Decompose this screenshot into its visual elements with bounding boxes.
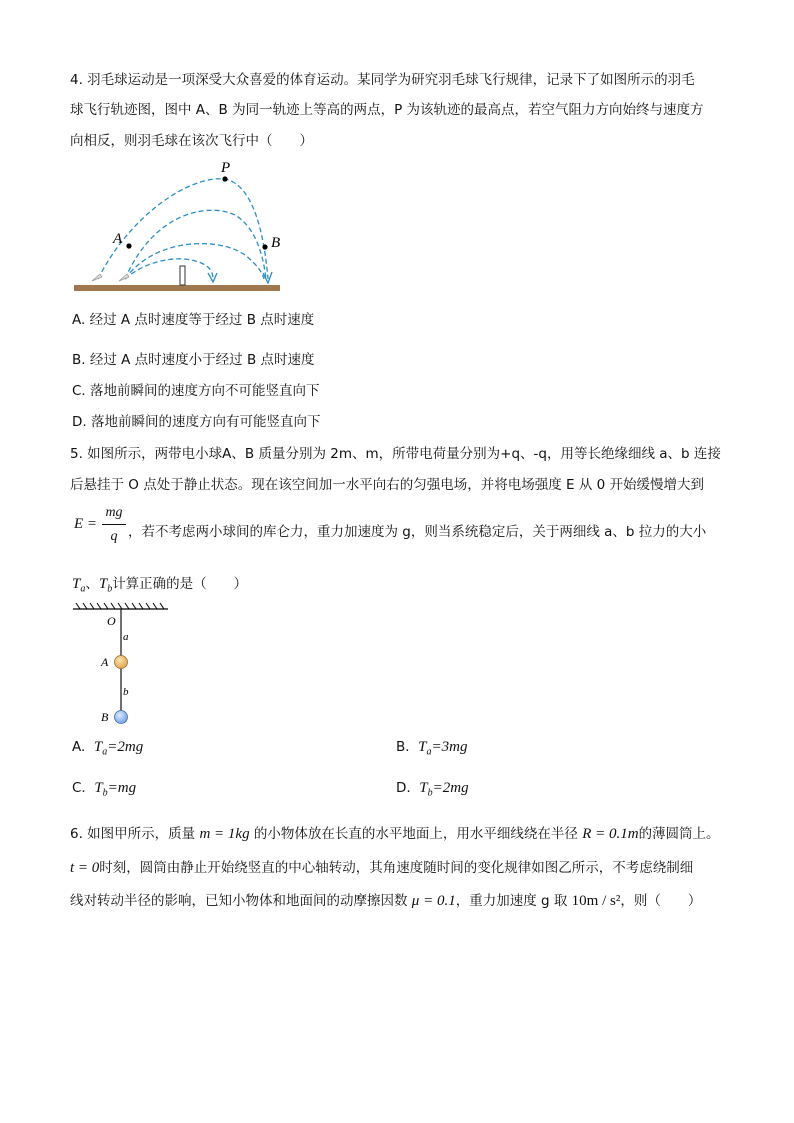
ceiling-hatching [76, 603, 164, 609]
label-a: A [113, 231, 123, 247]
option-value: =mg [107, 780, 137, 796]
q4-option-b: B. 经过 A 点时速度小于经过 B 点时速度 [72, 352, 315, 368]
label-b: B [271, 235, 281, 251]
q6-line-3-a: 线对转动半径的影响，已知小物体和地面间的动摩擦因数 [70, 893, 408, 909]
ball-b [115, 711, 128, 724]
option-sub: b [102, 787, 108, 799]
option-value: =2mg [432, 780, 469, 796]
ball-a [115, 656, 128, 669]
option-prefix: C. [72, 780, 86, 796]
badminton-trajectory-figure [70, 155, 285, 295]
hanging-balls-figure [70, 600, 180, 730]
q6-line-1-c: 的薄圆筒上。 [638, 826, 720, 842]
formula-fraction-bar [102, 524, 126, 525]
option-symbol: T [419, 780, 428, 796]
q6-line-1-b: 的小物体放在长直的水平地面上，用水平细线绕在半径 [253, 826, 578, 842]
q6-line-2-rest: 时刻，圆筒由静止开始绕竖直的中心轴转动，其角速度随时间的变化规律如图乙所示，不考虑绕制细 [99, 860, 694, 876]
option-prefix: A. [72, 739, 86, 755]
q5-option-c [72, 780, 136, 799]
point-p [222, 176, 227, 181]
q6-line-2 [70, 856, 693, 877]
option-prefix: D. [396, 780, 411, 796]
option-value: =3mg [431, 739, 468, 755]
q6-mass-value: m = 1kg [199, 826, 250, 842]
q6-line-3-c: ，则（ ） [620, 893, 702, 909]
q4-line-1: 4. 羽毛球运动是一项深受大众喜爱的体育运动。某同学为研究羽毛球飞行规律，记录下了如图所示的羽毛 [70, 72, 695, 88]
formula-denominator: q [110, 529, 118, 544]
option-sub: a [426, 746, 432, 758]
trajectory-highest [98, 179, 268, 279]
trajectory-short [125, 259, 213, 279]
option-sub: a [102, 746, 108, 758]
q6-line-1-a: 6. 如图甲所示，质量 [70, 826, 196, 842]
q4-option-c: C. 落地前瞬间的速度方向不可能竖直向下 [72, 383, 320, 399]
q5-option-b [396, 739, 467, 758]
q6-line-3 [70, 889, 701, 910]
option-symbol: T [94, 780, 103, 796]
point-a [126, 243, 131, 248]
option-prefix: B. [396, 739, 410, 755]
formula-numerator: mg [105, 505, 123, 520]
q6-time-value: t = 0 [70, 860, 100, 876]
q5-line-4 [72, 572, 247, 595]
q5-line-3: ，若不考虑两小球间的库仑力，重力加速度为 g，则当系统稳定后，关于两细线 a、b 拉力的大小 [128, 524, 707, 540]
formula-lhs: E = [74, 516, 98, 532]
q5-line-1: 5. 如图所示，两带电小球A、B 质量分别为 2m、m，所带电荷量分别为+q、-q，用等长绝缘细线 a、b 连接 [70, 446, 721, 462]
q4-line-3: 向相反，则羽毛球在该次飞行中（ ） [70, 133, 313, 149]
option-value: =2mg [107, 739, 144, 755]
label-ball-a: A [101, 655, 109, 669]
shuttlecock-icon-1 [92, 274, 102, 281]
q4-option-d: D. 落地前瞬间的速度方向有可能竖直向下 [72, 414, 321, 430]
symbol-ta: T [72, 576, 81, 592]
label-string-a: a [123, 631, 129, 643]
q5-line-4-rest: 计算正确的是（ ） [112, 576, 248, 592]
option-symbol: T [93, 739, 103, 755]
q4-line-2: 球飞行轨迹图，图中 A、B 为同一轨迹上等高的两点，P 为该轨迹的最高点，若空气阻力方向始终与速度方 [70, 102, 704, 118]
label-p: P [221, 160, 231, 176]
q6-gravity-value: 10m / s² [571, 893, 621, 909]
ground-strip [74, 285, 280, 291]
q4-option-a: A. 经过 A 点时速度等于经过 B 点时速度 [72, 312, 315, 328]
symbol-tb: T [98, 576, 108, 592]
q6-mu-value: μ = 0.1 [411, 893, 456, 909]
label-string-b: b [123, 686, 129, 698]
label-o: O [107, 614, 116, 628]
symbol-tb-sub: b [107, 583, 113, 595]
q6-line-3-b: ，重力加速度 g 取 [455, 893, 568, 909]
option-symbol: T [418, 739, 427, 755]
net-post [180, 266, 185, 285]
point-b [262, 244, 267, 249]
shuttlecock-icon-2 [119, 274, 129, 281]
q6-line-1 [70, 822, 720, 843]
q6-radius-value: R = 0.1m [582, 826, 639, 842]
option-sub: b [427, 787, 433, 799]
q5-option-a [72, 739, 143, 758]
symbol-sep: 、 [85, 576, 99, 592]
trajectory-middle [125, 210, 266, 279]
symbol-ta-sub: a [80, 583, 86, 595]
q5-option-d [396, 780, 469, 799]
q5-line-2: 后悬挂于 O 点处于静止状态。现在该空间加一水平向右的匀强电场，并将电场强度 E 从 0 开始缓慢增大到 [70, 477, 704, 493]
label-ball-b: B [101, 710, 109, 724]
